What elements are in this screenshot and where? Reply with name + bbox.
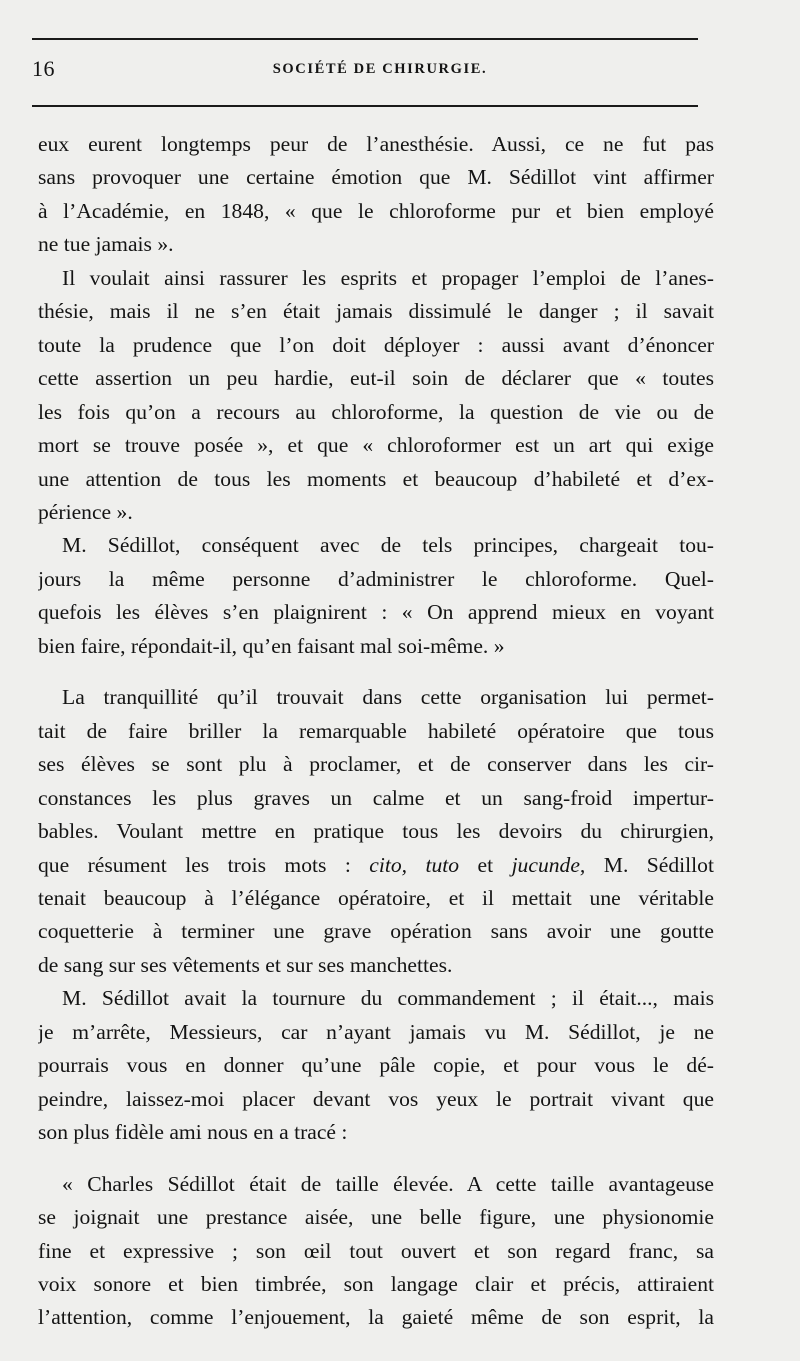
paragraph-gap (38, 663, 714, 681)
text-line: bables. Voulant mettre en pratique tous les devoirs du chirurgien, (38, 819, 714, 844)
text-fragment: que résument les trois mots : (38, 852, 370, 877)
text-line: sans provoquer une certaine émotion que M. Sédillot vint affirmer (38, 165, 714, 190)
text-line: Il voulait ainsi rassurer les esprits et propager l’emploi de l’anes- (62, 265, 714, 290)
text-line: thésie, mais il ne s’en était jamais dissimulé le danger ; il savait (38, 299, 714, 324)
paragraph-gap (38, 1150, 714, 1168)
page-number: 16 (32, 56, 55, 81)
text-line: se joignait une prestance aisée, une belle figure, une physionomie (38, 1205, 714, 1230)
text-line: M. Sédillot avait la tournure du commandement ; il était..., mais (62, 986, 714, 1011)
italic-word: cito, (369, 852, 408, 877)
text-fragment: M. Sédillot (585, 852, 714, 877)
paragraph-4 (38, 681, 714, 982)
running-head: SOCIÉTÉ DE CHIRURGIE. (272, 61, 488, 77)
italic-word: tuto (425, 852, 460, 877)
text-line: son plus fidèle ami nous en a tracé : (38, 1120, 348, 1145)
text-line: M. Sédillot, conséquent avec de tels principes, chargeait tou- (62, 533, 714, 558)
paragraph-1 (38, 128, 714, 262)
text-line: « Charles Sédillot était de taille élevée. A cette taille avantageuse (62, 1171, 714, 1196)
text-line: de sang sur ses vêtements et sur ses manchettes. (38, 952, 453, 977)
italic-word: jucunde, (511, 852, 586, 877)
header-top-rule (32, 38, 698, 40)
text-line: fine et expressive ; son œil tout ouvert et son regard franc, sa (38, 1238, 714, 1263)
text-line: à l’Académie, en 1848, « que le chloroforme pur et bien employé (38, 198, 714, 223)
text-line: tenait beaucoup à l’élégance opératoire, et il mettait une véritable (38, 885, 714, 910)
text-line: ses élèves se sont plu à proclamer, et de conserver dans les cir- (38, 752, 714, 777)
text-line: jours la même personne d’administrer le chloroforme. Quel- (38, 566, 714, 591)
text-line: coquetterie à terminer une grave opération sans avoir une goutte (38, 919, 714, 944)
text-line: je m’arrête, Messieurs, car n’ayant jamais vu M. Sédillot, je ne (38, 1019, 714, 1044)
text-line: une attention de tous les moments et beaucoup d’habileté et d’ex- (38, 466, 714, 491)
text-line: La tranquillité qu’il trouvait dans cette organisation lui permet- (62, 685, 714, 710)
text-line: les fois qu’on a recours au chloroforme, la question de vie ou de (38, 399, 714, 424)
text-line-with-italics (38, 849, 714, 882)
text-line: cette assertion un peu hardie, eut-il soin de déclarer que « toutes (38, 366, 714, 391)
text-fragment: et (459, 852, 512, 877)
header-bottom-rule (32, 105, 698, 107)
text-line: bien faire, répondait-il, qu’en faisant mal soi-même. » (38, 633, 505, 658)
text-line: tait de faire briller la remarquable habileté opératoire que tous (38, 718, 714, 743)
text-line: pourrais vous en donner qu’une pâle copie, et pour vous le dé- (38, 1053, 714, 1078)
paragraph-3 (38, 529, 714, 663)
text-line: ne tue jamais ». (38, 232, 174, 257)
text-line: quefois les élèves s’en plaignirent : « On apprend mieux en voyant (38, 600, 714, 625)
text-line: l’attention, comme l’enjouement, la gaieté même de son esprit, la (38, 1305, 714, 1330)
text-line: voix sonore et bien timbrée, son langage clair et précis, attiraient (38, 1271, 714, 1296)
text-line: périence ». (38, 499, 133, 524)
text-line: toute la prudence que l’on doit déployer : aussi avant d’énoncer (38, 332, 714, 357)
paragraph-5 (38, 982, 714, 1149)
body-text (38, 128, 714, 1335)
paragraph-2 (38, 262, 714, 530)
text-line: eux eurent longtemps peur de l’anesthésie. Aussi, ce ne fut pas (38, 132, 714, 156)
text-line: constances les plus graves un calme et un sang-froid impertur- (38, 785, 714, 810)
text-line: mort se trouve posée », et que « chloroformer est un art qui exige (38, 433, 714, 458)
paragraph-6-quotation (38, 1168, 714, 1335)
text-line: peindre, laissez-moi placer devant vos yeux le portrait vivant que (38, 1086, 714, 1111)
